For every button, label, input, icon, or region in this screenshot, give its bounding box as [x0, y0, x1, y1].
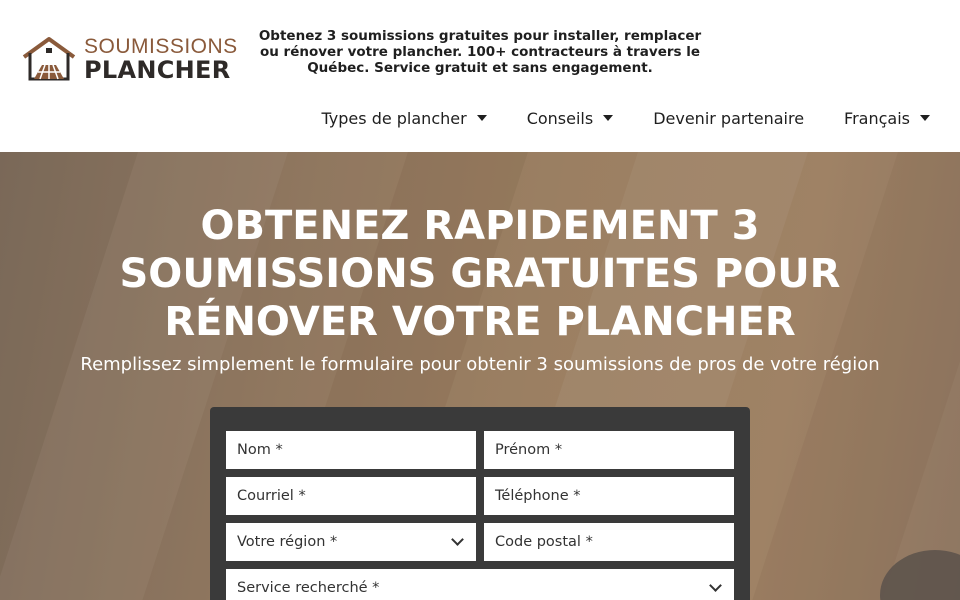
- code-postal-input[interactable]: Code postal *: [484, 523, 734, 561]
- site-header: [0, 0, 960, 152]
- logo-text: [84, 36, 238, 82]
- nav-item-label: Types de plancher: [321, 108, 467, 128]
- nav-item-types-de-plancher[interactable]: [322, 109, 487, 128]
- main-nav: [322, 106, 930, 130]
- nav-item-label: Devenir partenaire: [653, 108, 805, 128]
- nav-item-label: Conseils: [526, 108, 594, 128]
- house-floor-logo-icon: [20, 35, 78, 83]
- chevron-down-icon: [451, 533, 464, 546]
- prenom-input[interactable]: Prénom *: [484, 431, 734, 469]
- logo-line1: SOUMISSIONS: [84, 35, 238, 58]
- nav-item-conseils[interactable]: [527, 109, 614, 128]
- service-select[interactable]: [226, 569, 734, 600]
- hero-title: OBTENEZ RAPIDEMENT 3 SOUMISSIONS GRATUITES POUR RÉNOVER VOTRE PLANCHER: [119, 203, 841, 345]
- site-logo[interactable]: [20, 34, 236, 84]
- telephone-input[interactable]: Téléphone *: [484, 477, 734, 515]
- nav-item-language[interactable]: [844, 109, 930, 128]
- nom-input[interactable]: Nom *: [226, 431, 476, 469]
- service-select-value: Service recherché *: [237, 580, 380, 596]
- caret-down-icon: [920, 115, 930, 121]
- hero-subtitle: Remplissez simplement le formulaire pour obtenir 3 soumissions de pros de votre région: [80, 354, 880, 375]
- region-select[interactable]: [226, 523, 476, 561]
- nav-item-devenir-partenaire[interactable]: [653, 109, 804, 128]
- header-tagline: Obtenez 3 soumissions gratuites pour installer, remplacer ou rénover votre plancher. 100+ contracteurs à travers le Québec. Service gratuit et sans engagement.: [258, 28, 702, 76]
- region-select-value: Votre région *: [237, 534, 338, 550]
- quote-form: [210, 407, 750, 600]
- courriel-input[interactable]: Courriel *: [226, 477, 476, 515]
- hero-section: [0, 152, 960, 600]
- logo-line2: PLANCHER: [84, 56, 231, 84]
- nav-item-label: Français: [844, 108, 910, 128]
- caret-down-icon: [603, 115, 613, 121]
- caret-down-icon: [477, 115, 487, 121]
- chevron-down-icon: [709, 579, 722, 592]
